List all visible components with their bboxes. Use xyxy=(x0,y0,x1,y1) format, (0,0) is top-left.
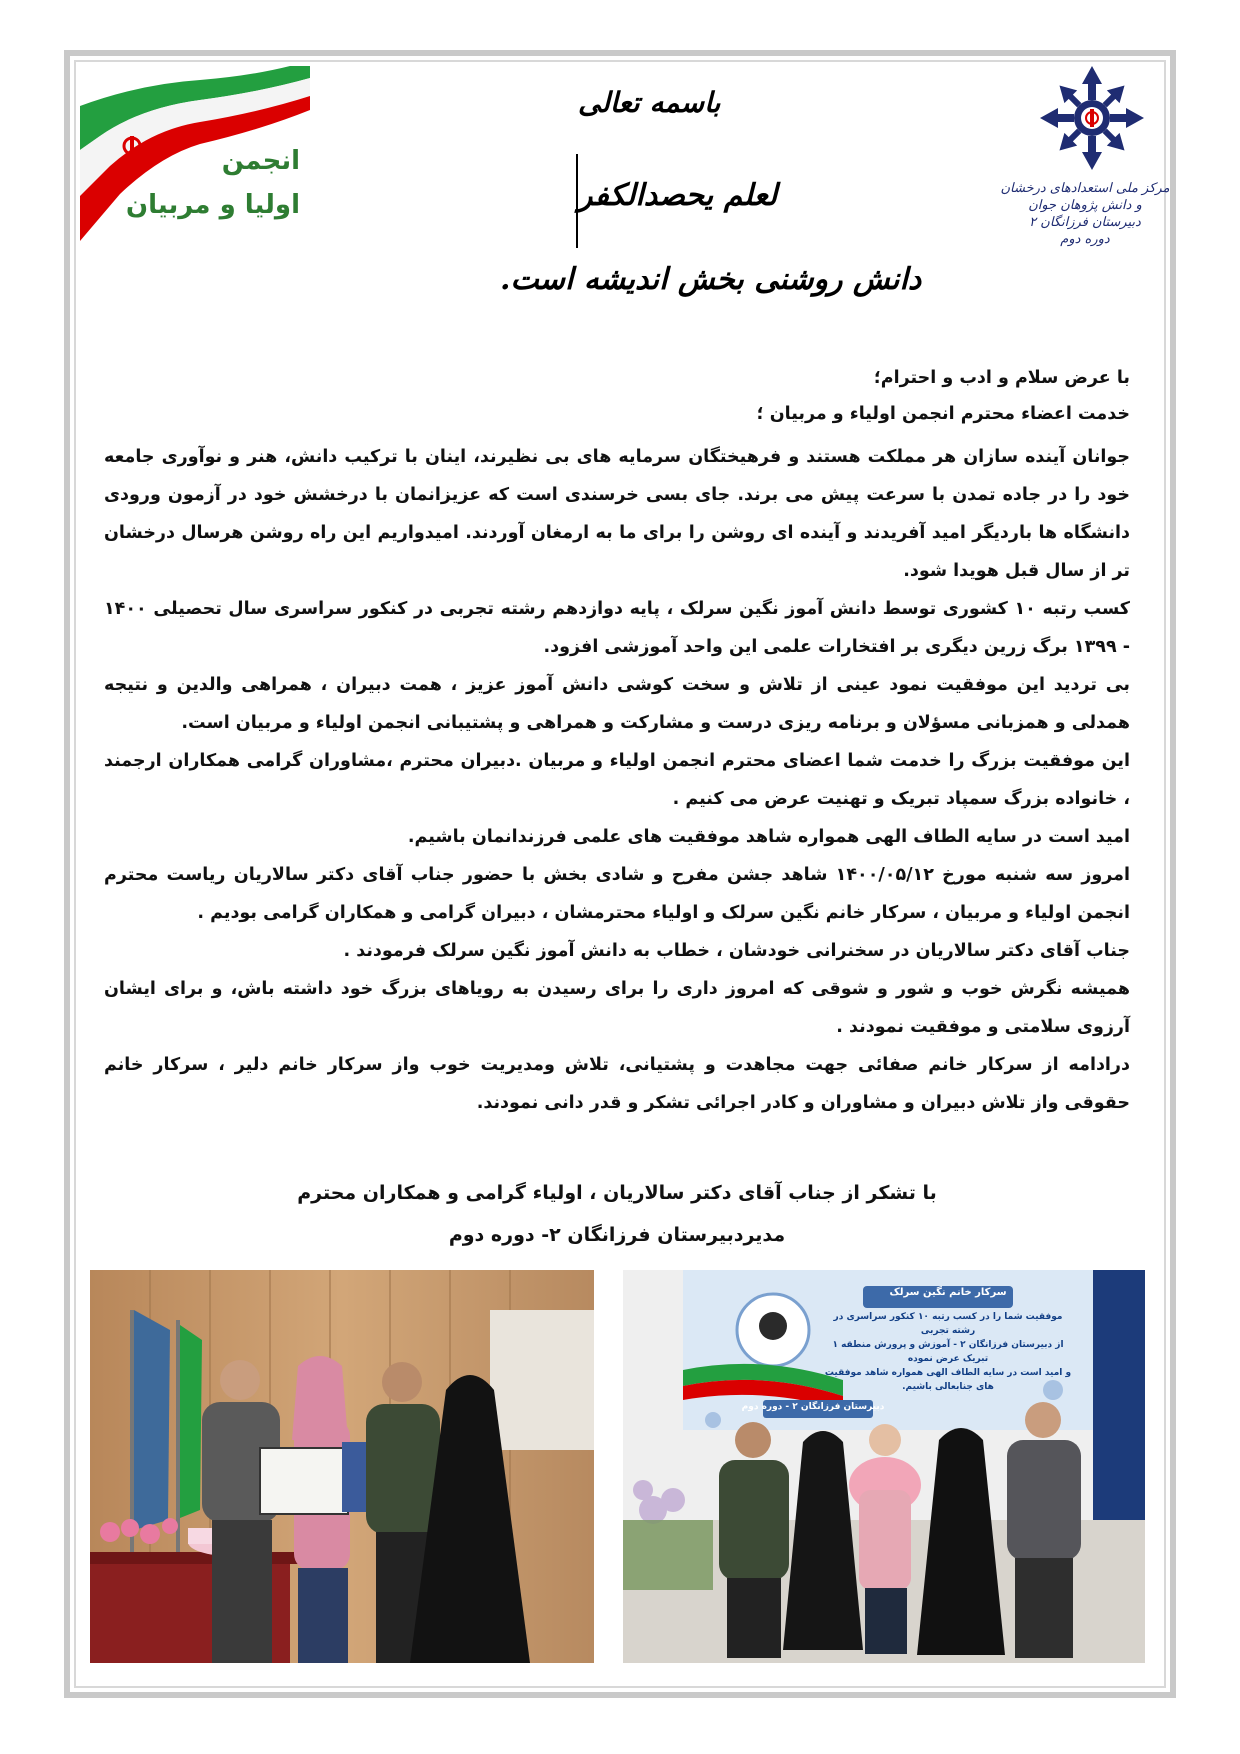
banner-title: سرکار خانم نگین سرلک xyxy=(889,1287,1007,1298)
banner-line1: موفقیت شما را در کسب رتبه ۱۰ کنکور سراسری در رشته تجربی xyxy=(833,1312,1063,1336)
ceremony-photo-banner xyxy=(623,1270,1145,1663)
paragraph-intro: جوانان آینده سازان هر مملکت هستند و فرهیختگان سرمایه های بی نظیرند، اینان با ترکیب دانش، هنر و نوآوری جامعه خود را در جاده تمدن با سرعت پیش می برند. جای بسی خرسندی است که عزیزانمان با درخشش خود در آزمون ورودی دانشگاه ها باردیگر امید آفریدند و آینده ای روشن را برای ما به ارمغان آوردند. امیدواریم این راه روشن هرسال درخشان تر از سال قبل هویدا شود. xyxy=(104,447,1130,581)
paragraph-quote: همیشه نگرش خوب و شور و شوقی که امروز داری را برای رسیدن به رویاهای بزرگ خود داشته باش، و برای ایشان آرزوی سلامتی و موفقیت نمودند . xyxy=(104,979,1130,1037)
signoff xyxy=(104,1172,1130,1256)
ceremony-photo-office xyxy=(90,1270,594,1663)
paragraph-ceremony: امروز سه شنبه مورخ ۱۴۰۰/۰۵/۱۲ شاهد جشن مفرح و شادی بخش با حضور جناب آقای دکتر سالاریان ریاست محترم انجمن اولیاء و مربیان ، سرکار خانم نگین سرلک و اولیاء محترمشان ، دبیران گرامی و همکاران گرامی بودیم . xyxy=(104,865,1130,923)
association-name-line2: اولیا و مربیان xyxy=(125,190,300,220)
motto-arabic: لعلم یحصدالکفر xyxy=(578,178,778,213)
sampad-logo xyxy=(1000,62,1170,247)
motto-persian: دانش روشنی بخش اندیشه است. xyxy=(500,262,922,297)
paragraph-hope: امید است در سایه الطاف الهی همواره شاهد موفقیت های علمی فرزندانمان باشیم. xyxy=(407,827,1130,847)
paragraph-thanks: درادامه از سرکار خانم صفائی جهت مجاهدت و پشتیانی، تلاش ومدیریت خوب واز سرکار خانم دلیر ، سرکار خانم حقوقی واز تلاش دبیران و مشاوران و کادر اجرائی تشکر و قدر دانی نمودند. xyxy=(104,1055,1130,1113)
banner-line3: و امید است در سایه الطاف الهی همواره شاهد موفقیت های جنابعالی باشیم. xyxy=(824,1368,1072,1392)
paragraph-speech: جناب آقای دکتر سالاریان در سخنرانی خودشان ، خطاب به دانش آموز نگین سرلک فرمودند . xyxy=(343,941,1130,961)
organization-name-line2: دبیرستان فرزانگان ۲ xyxy=(1029,215,1141,230)
greeting-line-1: با عرض سلام و ادب و احترام؛ xyxy=(873,368,1130,388)
banner-text xyxy=(823,1280,1073,1394)
organization-name xyxy=(1000,180,1170,248)
paragraph-rank: کسب رتبه ۱۰ کشوری توسط دانش آموز نگین سرلک ، پایه دوازدهم رشته تجربی در کنکور سراسری سال تحصیلی ۱۴۰۰ - ۱۳۹۹ برگ زرین دیگری بر افتخارات علمی این واحد آموزشی افزود. xyxy=(104,599,1130,657)
association-name-line1: انجمن xyxy=(221,146,300,176)
sampad-logo-icon xyxy=(1000,62,1170,177)
organization-name-line3: دوره دوم xyxy=(1060,232,1110,247)
basmeh-taala: باسمه تعالی xyxy=(578,86,721,119)
letter-body xyxy=(104,360,1130,1122)
signoff-thanks: با تشکر از جناب آقای دکتر سالاریان ، اولیاء گرامی و همکاران محترم xyxy=(297,1182,937,1204)
banner-line2: از دبیرستان فرزانگان ۲ - آموزش و پرورش منطقه ۱ تبریک عرض نموده xyxy=(832,1340,1064,1364)
paragraph-effort: بی تردید این موفقیت نمود عینی از تلاش و سخت کوشی دانش آموز عزیز ، همت دبیران ، همراهی والدین و نتیجه همدلی و همزبانی مسؤلان و برنامه ریزی درست و مشارکت و همراهی و پشتیبانی انجمن اولیاء و مربیان است. xyxy=(104,675,1130,733)
calligraphy-header xyxy=(460,74,922,304)
parents-association-logo xyxy=(80,66,310,241)
organization-name-line1: مرکز ملی استعدادهای درخشان و دانش پژوهان جوان xyxy=(1000,181,1170,213)
banner-footer: دبیرستان فرزانگان ۲ - دوره دوم xyxy=(741,1402,885,1412)
paragraph-congrats: این موفقیت بزرگ را خدمت شما اعضای محترم انجمن اولیاء و مربیان .دبیران محترم ،مشاوران گرامی همکاران ارجمند ، خانواده بزرگ سمپاد تبریک و تهنیت عرض می کنیم . xyxy=(104,751,1130,809)
greeting-line-2: خدمت اعضاء محترم انجمن اولیاء و مربیان ؛ xyxy=(756,404,1130,424)
signoff-signer: مدیردبیرستان فرزانگان ۲- دوره دوم xyxy=(448,1224,786,1246)
